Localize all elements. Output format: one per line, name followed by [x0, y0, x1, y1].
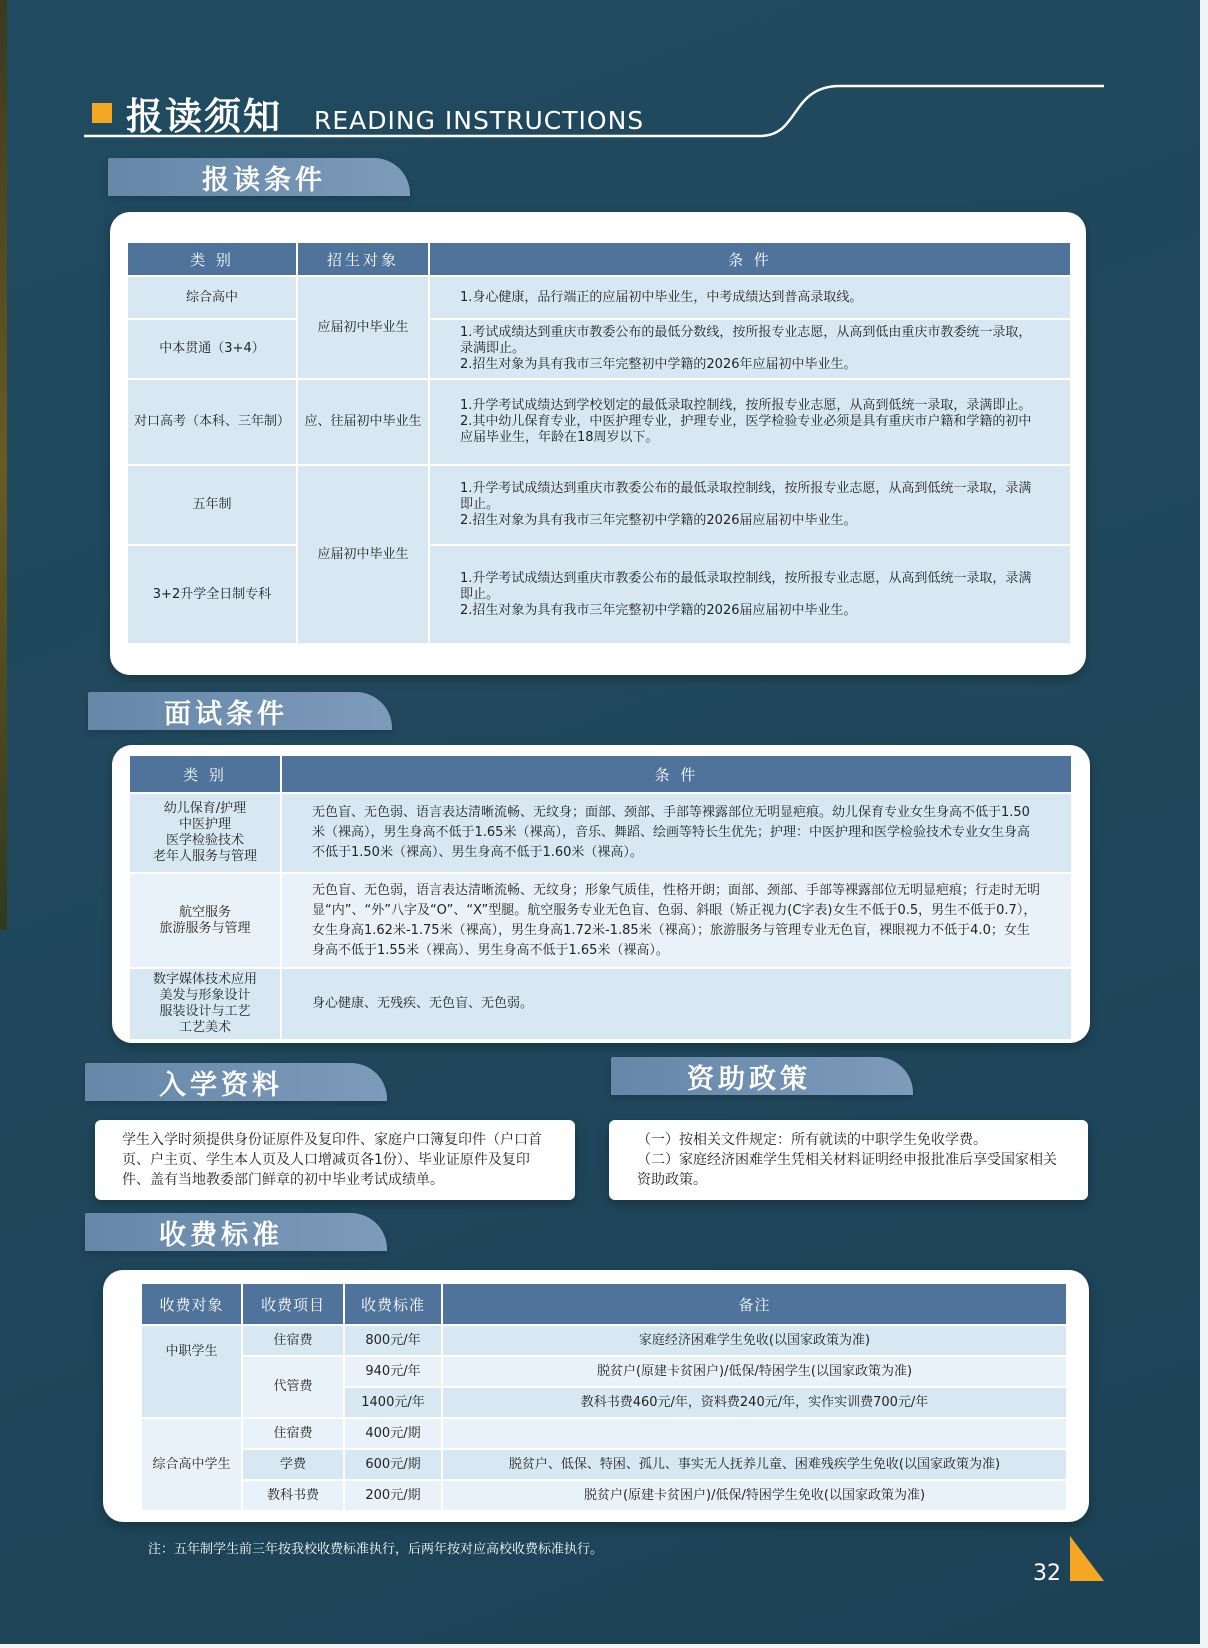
fee-std-cell: 940元/年: [344, 1356, 442, 1387]
section-title: 收费标准: [159, 1219, 283, 1251]
category-line: 航空服务: [178, 904, 231, 920]
interview-table: [128, 754, 1073, 1041]
condition-line: 1.升学考试成绩达到重庆市教委公布的最低录取控制线，按所报专业志愿，从高到低统一录取，录满即止。: [460, 481, 1032, 512]
condition-line: 1.升学考试成绩达到学校划定的最低录取控制线，按所报专业志愿，从高到低统一录取，录满即止。: [460, 398, 1032, 413]
fee-remark-cell: 家庭经济困难学生免收(以国家政策为准): [442, 1325, 1067, 1356]
section-title: 入学资料: [159, 1069, 283, 1101]
category-line: 旅游服务与管理: [159, 920, 251, 936]
fee-remark-cell: 脱贫户(原建卡贫困户)/低保/特困学生(以国家政策为准): [442, 1356, 1067, 1387]
condition-cell: [429, 276, 1071, 319]
aid-line: （二）家庭经济困难学生凭相关材料证明经申报批准后享受国家相关资助政策。: [637, 1152, 1057, 1188]
category-line: 数字媒体技术应用: [152, 972, 257, 987]
section-title: 资助政策: [687, 1063, 811, 1095]
section-tab-interview: [88, 692, 392, 730]
condition-cell: [429, 465, 1071, 545]
condition-cell: 身心健康、无残疾、无色盲、无色弱。: [281, 968, 1072, 1040]
category-cell: 综合高中: [127, 276, 297, 319]
category-cell: 中本贯通（3+4）: [127, 319, 297, 379]
condition-cell: [429, 319, 1071, 379]
condition-cell: [429, 545, 1071, 644]
category-cell: 五年制: [127, 465, 297, 545]
page-title-zh: 报读须知: [126, 95, 282, 138]
category-cell: 3+2升学全日制专科: [127, 545, 297, 644]
aid-line: （一）按相关文件规定：所有就读的中职学生免收学费。: [637, 1132, 987, 1148]
condition-line: 2.其中幼儿保育专业，中医护理专业，护理专业，医学检验专业必须是具有重庆市户籍和学籍的初中应届毕业生，年龄在18周岁以下。: [460, 414, 1032, 445]
fee-remark-cell: 脱贫户、低保、特困、孤儿、事实无人抚养儿童、困难残疾学生免收(以国家政策为准): [442, 1449, 1067, 1480]
category-cell: 对口高考（本科、三年制）: [127, 379, 297, 465]
category-line: 工艺美术: [178, 1020, 231, 1035]
fee-item-cell: 代管费: [242, 1356, 344, 1418]
category-line: 服装设计与工艺: [159, 1004, 251, 1019]
page-number: 32: [1033, 1561, 1061, 1586]
orange-corner-icon: [1070, 1536, 1104, 1581]
page-title-en: READING INSTRUCTIONS: [314, 106, 645, 135]
fee-std-cell: 1400元/年: [344, 1387, 442, 1418]
fee-std-cell: 800元/年: [344, 1325, 442, 1356]
target-cell: 应届初中毕业生: [297, 276, 429, 379]
fee-table: [140, 1282, 1068, 1512]
category-line: 医学检验技术: [165, 833, 244, 848]
orange-square-icon: [92, 103, 112, 123]
target-cell: 应、往届初中毕业生: [297, 379, 429, 465]
fee-target-cell: 综合高中学生: [141, 1418, 242, 1511]
col-header: 备注: [442, 1283, 1067, 1325]
fee-item-cell: 教科书费: [242, 1480, 344, 1511]
fee-item-cell: 住宿费: [242, 1418, 344, 1449]
fee-std-cell: 600元/期: [344, 1449, 442, 1480]
materials-text: 学生入学时须提供身份证原件及复印件、家庭户口簿复印件（户口首页、户主页、学生本人页及人口增减页各1份）、毕业证原件及复印件、盖有当地教委部门鲜章的初中毕业考试成绩单。: [122, 1132, 542, 1188]
category-line: 中医护理: [178, 817, 231, 832]
page-title: [92, 86, 644, 140]
col-header: 收费对象: [141, 1283, 242, 1325]
condition-line: 1.身心健康，品行端正的应届初中毕业生，中考成绩达到普高录取线。: [460, 289, 863, 305]
fee-std-cell: 200元/期: [344, 1480, 442, 1511]
condition-line: 1.升学考试成绩达到重庆市教委公布的最低录取控制线，按所报专业志愿，从高到低统一录取，录满即止。: [460, 570, 1032, 602]
col-header: 类 别: [129, 755, 281, 793]
section-tab-fees: [85, 1213, 387, 1251]
fee-remark-cell: 脱贫户(原建卡贫困户)/低保/特困学生免收(以国家政策为准): [442, 1480, 1067, 1511]
col-header: 类 别: [127, 242, 297, 276]
section-tab-materials: [85, 1063, 387, 1101]
fee-std-cell: 400元/期: [344, 1418, 442, 1449]
fee-item-cell: 学费: [242, 1449, 344, 1480]
category-line: 美发与形象设计: [159, 988, 251, 1003]
condition-cell: 无色盲、无色弱、语言表达清晰流畅、无纹身；面部、颈部、手部等裸露部位无明显疤痕。幼儿保育专业女生身高不低于1.50米（裸高），男生身高不低于1.65米（裸高），音乐、舞蹈、绘画等特长生优先；护理：中医护理和医学检验技术专业女生身高不低于1.50米（裸高）、男生身高不低于1.60米（裸高）。: [281, 793, 1072, 873]
condition-cell: 无色盲、无色弱，语言表达清晰流畅、无纹身；形象气质佳，性格开朗；面部、颈部、手部等裸露部位无明显疤痕；行走时无明显“内”、“外”八字及“O”、“X”型腿。航空服务专业无色盲、色弱、斜眼（矫正视力(C字表)女生不低于0.5，男生不低于0.7），女生身高1.62米-1.75米（裸高），男生身高1.72米-1.85米（裸高）；旅游服务与管理专业无色盲，裸眼视力不低于4.0；女生身高不低于1.55米（裸高）、男生身高不低于1.65米（裸高）。: [281, 873, 1072, 968]
condition-line: 2.招生对象为具有我市三年完整初中学籍的2026届应届初中毕业生。: [460, 602, 857, 618]
section-tab-aid: [611, 1057, 913, 1095]
col-header: 收费项目: [242, 1283, 344, 1325]
section-tab-enroll: [108, 158, 410, 196]
photo-edge: [0, 0, 7, 930]
category-line: 幼儿保育/护理: [163, 801, 247, 816]
section-title: 报读条件: [202, 164, 326, 196]
condition-line: 2.招生对象为具有我市三年完整初中学籍的2026届应届初中毕业生。: [460, 513, 857, 528]
section-title: 面试条件: [164, 698, 288, 730]
condition-line: 2.招生对象为具有我市三年完整初中学籍的2026年应届初中毕业生。: [460, 357, 857, 372]
footnote: 注：五年制学生前三年按我校收费标准执行，后两年按对应高校收费标准执行。: [148, 1542, 604, 1557]
col-header: 收费标准: [344, 1283, 442, 1325]
target-cell: 应届初中毕业生: [297, 465, 429, 644]
fee-item-cell: 住宿费: [242, 1325, 344, 1356]
category-line: 老年人服务与管理: [152, 849, 257, 864]
col-header: 招生对象: [297, 242, 429, 276]
col-header: 条 件: [429, 242, 1071, 276]
category-cell: [129, 968, 281, 1040]
page-margin: [1200, 0, 1208, 1648]
condition-line: 1.考试成绩达到重庆市教委公布的最低分数线，按所报专业志愿，从高到低由重庆市教委统一录取，录满即止。: [460, 325, 1032, 356]
col-header: 条 件: [281, 755, 1072, 793]
enroll-table: [126, 241, 1072, 645]
fee-remark-cell: [442, 1418, 1067, 1449]
category-cell: [129, 793, 281, 873]
fee-target-cell: 中职学生: [141, 1325, 242, 1418]
category-cell: [129, 873, 281, 968]
fee-remark-cell: 教科书费460元/年，资料费240元/年，实作实训费700元/年: [442, 1387, 1067, 1418]
condition-cell: [429, 379, 1071, 465]
page-margin-bottom: [0, 1644, 1208, 1648]
aid-text: [637, 1130, 1067, 1190]
